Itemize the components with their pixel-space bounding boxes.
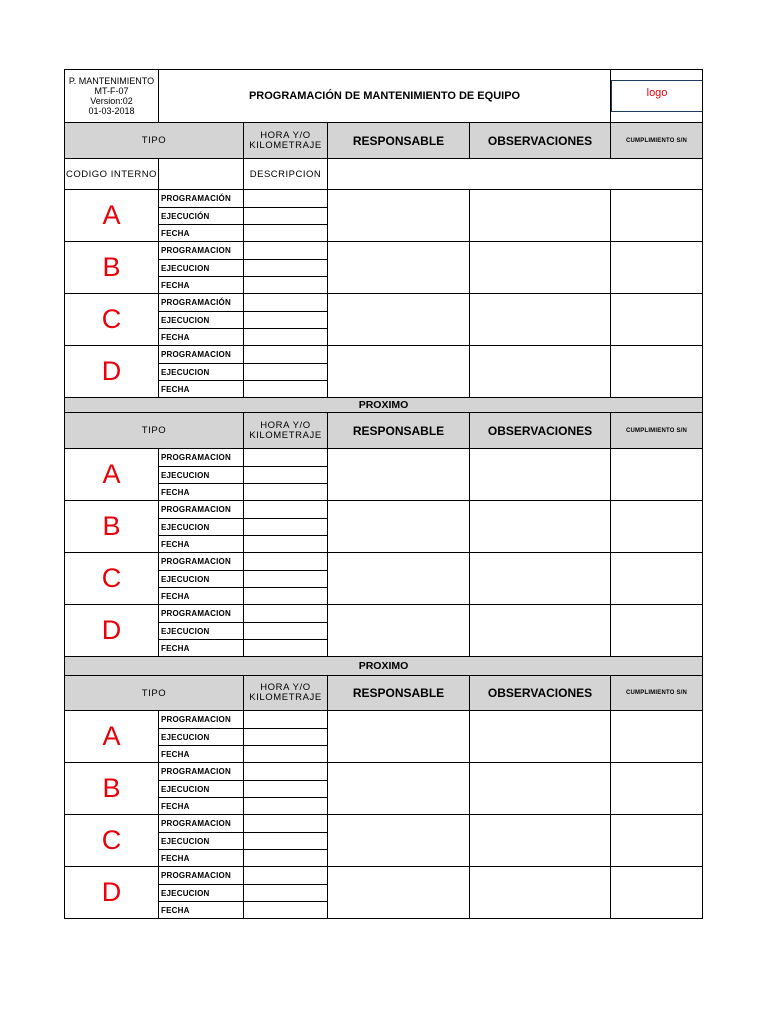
group-row xyxy=(65,294,703,312)
descripcion-label: DESCRIPCION xyxy=(244,159,328,190)
hora-kilometraje-field[interactable] xyxy=(244,833,328,850)
hora-kilometraje-field[interactable] xyxy=(244,867,328,885)
col-responsable: RESPONSABLE xyxy=(328,413,470,449)
cumplimiento-field[interactable] xyxy=(611,815,703,867)
row-label: EJECUCION xyxy=(159,260,244,277)
hora-kilometraje-field[interactable] xyxy=(244,815,328,833)
row-label: PROGRAMACION xyxy=(159,711,244,729)
row-label: FECHA xyxy=(159,798,244,815)
logo-cell xyxy=(611,70,703,123)
responsable-field[interactable] xyxy=(328,501,470,553)
hora-kilometraje-field[interactable] xyxy=(244,381,328,398)
group-row xyxy=(65,501,703,519)
observaciones-field[interactable] xyxy=(470,867,611,919)
hora-kilometraje-field[interactable] xyxy=(244,605,328,623)
group-letter: D xyxy=(65,605,159,657)
row-label: PROGRAMACIÓN xyxy=(159,294,244,312)
proximo-row xyxy=(65,398,703,413)
hora-kilometraje-field[interactable] xyxy=(244,588,328,605)
col-tipo: TIPO xyxy=(65,123,244,159)
hora-kilometraje-field[interactable] xyxy=(244,798,328,815)
col-tipo: TIPO xyxy=(65,413,244,449)
col-observaciones: OBSERVACIONES xyxy=(470,413,611,449)
group-row xyxy=(65,553,703,571)
col-responsable: RESPONSABLE xyxy=(328,123,470,159)
col-hora-line2: KILOMETRAJE xyxy=(249,692,322,703)
cumplimiento-field[interactable] xyxy=(611,711,703,763)
group-letter: A xyxy=(65,711,159,763)
col-responsable: RESPONSABLE xyxy=(328,676,470,711)
observaciones-field[interactable] xyxy=(470,711,611,763)
responsable-field[interactable] xyxy=(328,449,470,501)
logo-placeholder: logo xyxy=(611,80,703,112)
row-label: EJECUCION xyxy=(159,833,244,850)
hora-kilometraje-field[interactable] xyxy=(244,312,328,329)
document-meta xyxy=(65,70,159,123)
cumplimiento-field[interactable] xyxy=(611,449,703,501)
group-row xyxy=(65,763,703,781)
hora-kilometraje-field[interactable] xyxy=(244,294,328,312)
row-label: EJECUCION xyxy=(159,467,244,484)
hora-kilometraje-field[interactable] xyxy=(244,346,328,364)
cumplimiento-field[interactable] xyxy=(611,553,703,605)
observaciones-field[interactable] xyxy=(470,763,611,815)
cumplimiento-field[interactable] xyxy=(611,867,703,919)
group-row xyxy=(65,449,703,467)
observaciones-field[interactable] xyxy=(470,190,611,242)
row-label: PROGRAMACION xyxy=(159,763,244,781)
group-row xyxy=(65,242,703,260)
group-row xyxy=(65,605,703,623)
descripcion-field[interactable] xyxy=(328,159,703,190)
responsable-field[interactable] xyxy=(328,763,470,815)
observaciones-field[interactable] xyxy=(470,605,611,657)
hora-kilometraje-field[interactable] xyxy=(244,242,328,260)
cumplimiento-field[interactable] xyxy=(611,242,703,294)
meta-department: P. MANTENIMIENTO xyxy=(68,76,155,86)
group-row xyxy=(65,190,703,208)
column-header-row xyxy=(65,123,703,159)
row-label: FECHA xyxy=(159,484,244,501)
responsable-field[interactable] xyxy=(328,294,470,346)
document-title: PROGRAMACIÓN DE MANTENIMIENTO DE EQUIPO xyxy=(159,70,611,123)
hora-kilometraje-field[interactable] xyxy=(244,553,328,571)
hora-kilometraje-field[interactable] xyxy=(244,711,328,729)
hora-kilometraje-field[interactable] xyxy=(244,902,328,919)
responsable-field[interactable] xyxy=(328,553,470,605)
meta-code: MT-F-07 xyxy=(94,86,129,96)
row-label: FECHA xyxy=(159,536,244,553)
row-label: PROGRAMACION xyxy=(159,553,244,571)
col-cumplimiento: CUMPLIMIENTO S/N xyxy=(611,676,703,711)
group-row xyxy=(65,815,703,833)
row-label: PROGRAMACION xyxy=(159,346,244,364)
group-letter: C xyxy=(65,553,159,605)
col-hora-kilometraje xyxy=(244,676,328,711)
group-letter: C xyxy=(65,815,159,867)
row-label: FECHA xyxy=(159,640,244,657)
row-label: FECHA xyxy=(159,329,244,346)
row-label: EJECUCION xyxy=(159,781,244,798)
observaciones-field[interactable] xyxy=(470,501,611,553)
row-label: FECHA xyxy=(159,850,244,867)
group-letter: A xyxy=(65,190,159,242)
row-label: EJECUCION xyxy=(159,312,244,329)
cumplimiento-field[interactable] xyxy=(611,763,703,815)
hora-kilometraje-field[interactable] xyxy=(244,329,328,346)
group-row xyxy=(65,867,703,885)
row-label: EJECUCION xyxy=(159,729,244,746)
hora-kilometraje-field[interactable] xyxy=(244,781,328,798)
group-letter: A xyxy=(65,449,159,501)
col-hora-line1: HORA Y/O xyxy=(260,129,311,141)
observaciones-field[interactable] xyxy=(470,449,611,501)
col-observaciones: OBSERVACIONES xyxy=(470,676,611,711)
form-table xyxy=(64,69,703,919)
hora-kilometraje-field[interactable] xyxy=(244,850,328,867)
group-letter: B xyxy=(65,501,159,553)
hora-kilometraje-field[interactable] xyxy=(244,449,328,467)
proximo-label: PROXIMO xyxy=(65,398,703,413)
observaciones-field[interactable] xyxy=(470,815,611,867)
row-label: FECHA xyxy=(159,225,244,242)
hora-kilometraje-field[interactable] xyxy=(244,501,328,519)
col-hora-line2: KILOMETRAJE xyxy=(249,429,322,441)
info-row xyxy=(65,159,703,190)
group-letter: D xyxy=(65,346,159,398)
document-header-row xyxy=(65,70,703,123)
row-label: EJECUCION xyxy=(159,519,244,536)
group-row xyxy=(65,346,703,364)
maintenance-form xyxy=(64,69,702,919)
hora-kilometraje-field[interactable] xyxy=(244,536,328,553)
group-letter: B xyxy=(65,763,159,815)
row-label: PROGRAMACION xyxy=(159,449,244,467)
codigo-interno-label: CODIGO INTERNO xyxy=(65,159,159,190)
row-label: PROGRAMACION xyxy=(159,242,244,260)
responsable-field[interactable] xyxy=(328,867,470,919)
col-hora-line1: HORA Y/O xyxy=(260,419,311,431)
col-cumplimiento: CUMPLIMIENTO S/N xyxy=(611,413,703,449)
group-letter: B xyxy=(65,242,159,294)
responsable-field[interactable] xyxy=(328,711,470,763)
meta-version: Version:02 xyxy=(90,96,133,106)
col-observaciones: OBSERVACIONES xyxy=(470,123,611,159)
col-cumplimiento: CUMPLIMIENTO S/N xyxy=(611,123,703,159)
column-header-row xyxy=(65,676,703,711)
row-label: PROGRAMACION xyxy=(159,605,244,623)
cumplimiento-field[interactable] xyxy=(611,605,703,657)
observaciones-field[interactable] xyxy=(470,553,611,605)
group-row xyxy=(65,711,703,729)
meta-date: 01-03-2018 xyxy=(88,106,135,116)
hora-kilometraje-field[interactable] xyxy=(244,277,328,294)
row-label: FECHA xyxy=(159,902,244,919)
hora-kilometraje-field[interactable] xyxy=(244,467,328,484)
cumplimiento-field[interactable] xyxy=(611,190,703,242)
responsable-field[interactable] xyxy=(328,605,470,657)
hora-kilometraje-field[interactable] xyxy=(244,571,328,588)
col-hora-line2: KILOMETRAJE xyxy=(249,139,322,151)
hora-kilometraje-field[interactable] xyxy=(244,190,328,208)
row-label: PROGRAMACION xyxy=(159,501,244,519)
hora-kilometraje-field[interactable] xyxy=(244,640,328,657)
row-label: EJECUCIÓN xyxy=(159,208,244,225)
row-label: EJECUCION xyxy=(159,571,244,588)
codigo-interno-field[interactable] xyxy=(159,159,244,190)
hora-kilometraje-field[interactable] xyxy=(244,364,328,381)
cumplimiento-field[interactable] xyxy=(611,294,703,346)
row-label: PROGRAMACION xyxy=(159,815,244,833)
hora-kilometraje-field[interactable] xyxy=(244,729,328,746)
cumplimiento-field[interactable] xyxy=(611,501,703,553)
hora-kilometraje-field[interactable] xyxy=(244,763,328,781)
hora-kilometraje-field[interactable] xyxy=(244,623,328,640)
responsable-field[interactable] xyxy=(328,190,470,242)
row-label: EJECUCION xyxy=(159,364,244,381)
hora-kilometraje-field[interactable] xyxy=(244,484,328,501)
row-label: PROGRAMACIÓN xyxy=(159,190,244,208)
col-hora-kilometraje xyxy=(244,413,328,449)
hora-kilometraje-field[interactable] xyxy=(244,885,328,902)
responsable-field[interactable] xyxy=(328,346,470,398)
row-label: FECHA xyxy=(159,381,244,398)
group-letter: D xyxy=(65,867,159,919)
col-hora-line1: HORA Y/O xyxy=(260,682,311,693)
column-header-row xyxy=(65,413,703,449)
row-label: FECHA xyxy=(159,746,244,763)
observaciones-field[interactable] xyxy=(470,346,611,398)
observaciones-field[interactable] xyxy=(470,242,611,294)
row-label: EJECUCION xyxy=(159,885,244,902)
row-label: FECHA xyxy=(159,588,244,605)
row-label: EJECUCION xyxy=(159,623,244,640)
observaciones-field[interactable] xyxy=(470,294,611,346)
responsable-field[interactable] xyxy=(328,815,470,867)
row-label: FECHA xyxy=(159,277,244,294)
group-letter: C xyxy=(65,294,159,346)
hora-kilometraje-field[interactable] xyxy=(244,225,328,242)
row-label: PROGRAMACION xyxy=(159,867,244,885)
hora-kilometraje-field[interactable] xyxy=(244,746,328,763)
col-tipo: TIPO xyxy=(65,676,244,711)
proximo-label: PROXIMO xyxy=(65,657,703,676)
hora-kilometraje-field[interactable] xyxy=(244,208,328,225)
proximo-row xyxy=(65,657,703,676)
col-hora-kilometraje xyxy=(244,123,328,159)
hora-kilometraje-field[interactable] xyxy=(244,519,328,536)
hora-kilometraje-field[interactable] xyxy=(244,260,328,277)
responsable-field[interactable] xyxy=(328,242,470,294)
cumplimiento-field[interactable] xyxy=(611,346,703,398)
